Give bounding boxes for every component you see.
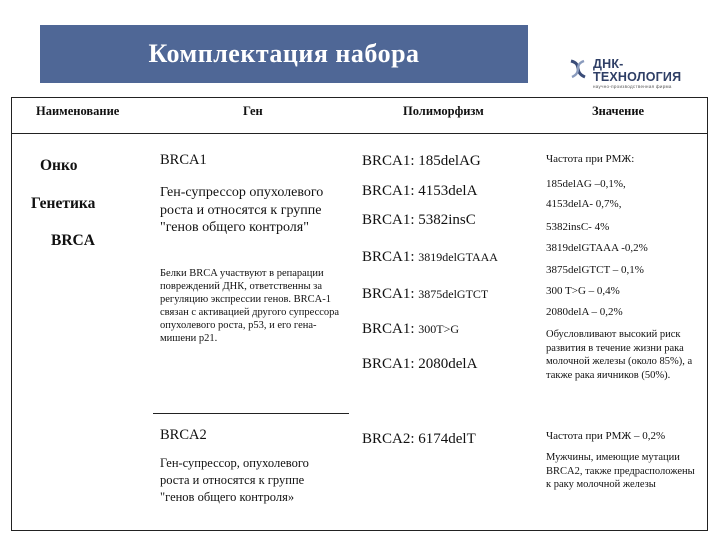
value-line: 2080delA – 0,2%	[546, 306, 623, 318]
text-fragment: BRCA1:	[362, 249, 419, 265]
gene-brca2-description: Ген-супрессор, опухолевого роста и относятся к группе "генов общего контроля»	[160, 456, 309, 504]
text-fragment: 6174delT	[418, 431, 476, 447]
value-brca2-note: Мужчины, имеющие мутации BRCA2, также предрасположены к раку молочной железы	[546, 452, 695, 490]
polymorphism-item	[362, 286, 488, 303]
column-header-value: Значение	[592, 104, 645, 118]
value-brca2-frequency: Частота при РМЖ – 0,2%	[546, 430, 666, 442]
value-line: 5382insC- 4%	[546, 221, 610, 233]
logo-name: ДНК-ТЕХНОЛОГИЯ	[593, 57, 682, 84]
dna-helix-icon	[567, 58, 589, 80]
brca-protein-description: Белки BRCA участвуют в репарации повреждений ДНК, ответственны за регуляцию экспрессии генов. BRCA-1 связан с активацией другого супрессора опухолевого роста, p53, и его гена-мишени p21.	[160, 268, 340, 344]
column-header-gene: Ген	[243, 104, 263, 118]
gene-brca1: BRCA1	[160, 152, 207, 168]
value-line: 185delAG –0,1%,	[546, 178, 626, 190]
polymorphism-item	[362, 321, 459, 338]
polymorphism-item	[362, 183, 477, 200]
name-line-brca: BRCA	[51, 232, 95, 249]
name-line-onko: Онко	[40, 157, 78, 174]
text-fragment: BRCA1:	[362, 183, 419, 199]
page-title: Комплектация набора	[40, 25, 528, 83]
text-fragment: 185delAG	[418, 153, 481, 169]
name-line-genetics: Генетика	[31, 195, 96, 212]
polymorphism-item	[362, 249, 498, 266]
text-fragment: BRCA1:	[362, 356, 419, 372]
column-header-polymorphism: Полиморфизм	[403, 104, 484, 118]
text-fragment: 3819delGTAAA	[418, 250, 498, 264]
logo-tagline: научно-производственная фирма	[593, 84, 672, 89]
text-fragment: 3875delGTCT	[418, 287, 489, 301]
text-fragment: BRCA1:	[362, 321, 419, 337]
risk-note: Обусловливают высокий риск развития в течение жизни рака молочной железы (около 85%), а также рака яичников (50%).	[546, 329, 693, 381]
text-fragment: BRCA1:	[362, 286, 419, 302]
company-logo	[567, 57, 697, 89]
polymorphism-brca2	[362, 431, 476, 448]
text-fragment: 4153delA	[418, 183, 478, 199]
polymorphism-item	[362, 356, 477, 373]
text-fragment: 5382insC	[418, 212, 476, 228]
column-header-name: Наименование	[36, 104, 120, 118]
text-fragment: 300T>G	[418, 322, 460, 336]
text-fragment: BRCA1:	[362, 212, 419, 228]
polymorphism-item	[362, 153, 481, 170]
gene-row-divider	[153, 413, 349, 414]
value-line: 3875delGTCT – 0,1%	[546, 264, 644, 276]
value-line: 300 T>G – 0,4%	[546, 285, 620, 297]
text-fragment: BRCA1:	[362, 153, 419, 169]
value-line: 3819delGTAAA -0,2%	[546, 242, 648, 254]
polymorphism-item	[362, 212, 476, 229]
gene-brca1-description: Ген-супрессор опухолевого роста и относятся к группе "генов общего контроля"	[160, 185, 324, 235]
value-line: Частота при РМЖ:	[546, 153, 635, 165]
text-fragment: BRCA2:	[362, 431, 419, 447]
value-line: 4153delA- 0,7%,	[546, 198, 622, 210]
gene-brca2: BRCA2	[160, 427, 207, 443]
text-fragment: 2080delA	[418, 356, 478, 372]
header-divider	[11, 133, 708, 134]
